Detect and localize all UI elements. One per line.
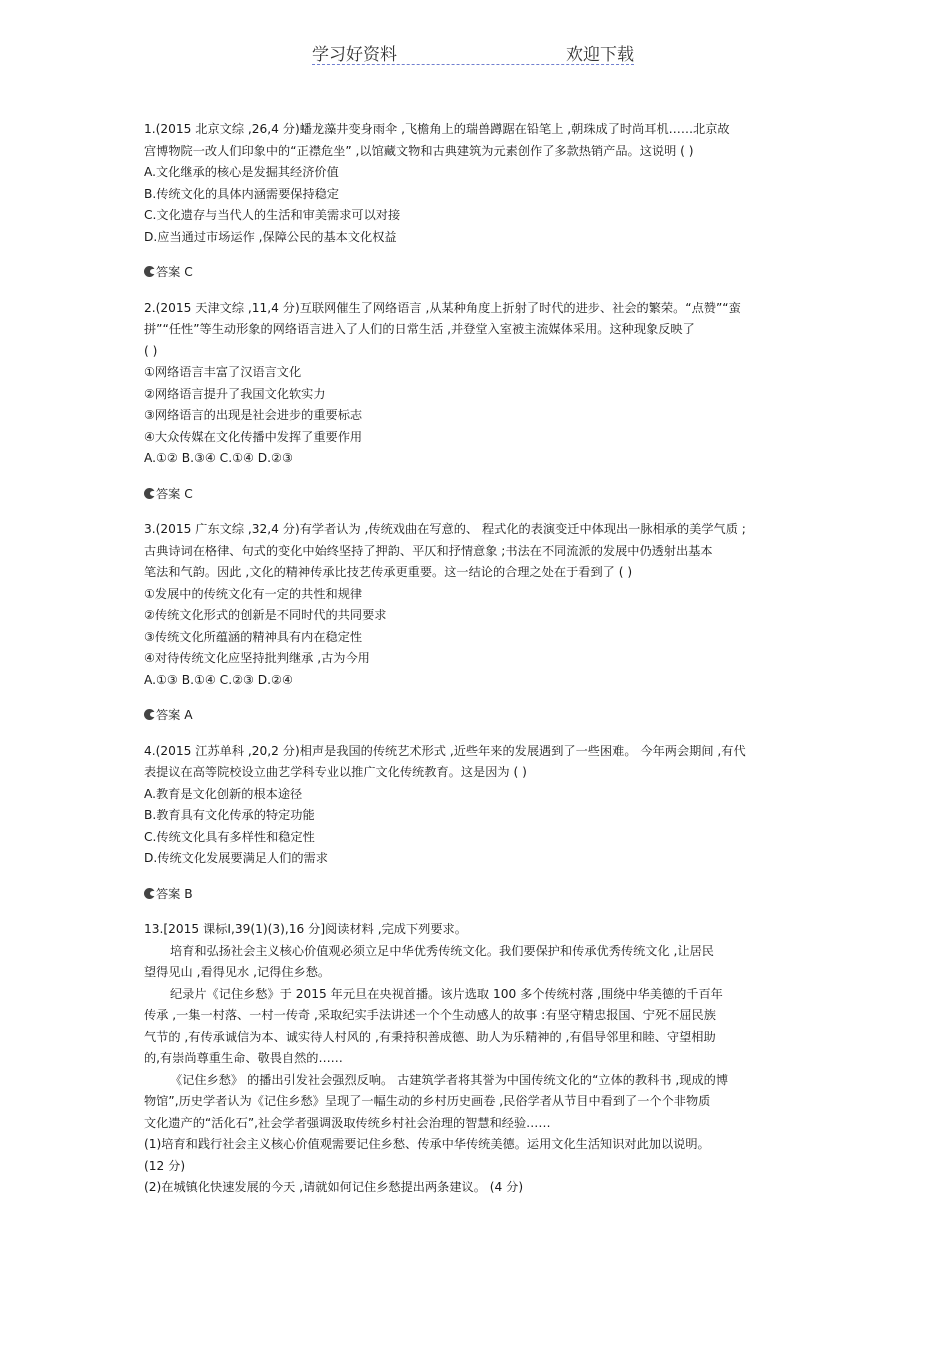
answer-value: B [184, 886, 193, 901]
answer-row [144, 262, 814, 284]
question-stem-line: 宫博物院一改人们印象中的“正襟危坐” ,以馆藏文物和古典建筑为元素创作了多款热销产品。这说明 ( ) [144, 143, 694, 158]
question-stem-line: 拼”“任性”等生动形象的网络语言进入了人们的日常生活 ,并登堂入室被主流媒体采用。这种现象反映了 [144, 322, 695, 336]
statement-3: ③网络语言的出现是社会进步的重要标志 [144, 408, 363, 422]
question-13 [144, 919, 814, 1199]
choice-options: A.①② B.③④ C.①④ D.②③ [144, 451, 293, 465]
question-stem-line: 2.(2015 天津文综 ,11,4 分)互联网催生了网络语言 ,从某种角度上折射了时代的进步、社会的繁荣。“点赞”“蛮 [144, 300, 741, 315]
statement-1: ①发展中的传统文化有一定的共性和规律 [144, 586, 363, 601]
option-a: A.文化继承的核心是发掘其经济价值 [144, 165, 339, 179]
answer-value: A [184, 708, 193, 722]
question-4 [144, 741, 814, 906]
material-paragraph-line: 物馆”,历史学者认为《记住乡愁》呈现了一幅生动的乡村历史画卷 ,民俗学者从节目中看到了一个个非物质 [144, 1094, 711, 1108]
answer-row [144, 484, 814, 506]
option-d: D.传统文化发展要满足人们的需求 [144, 851, 328, 865]
answer-row [144, 705, 814, 727]
answer-icon [144, 888, 155, 899]
requirement-1-score: (12 分) [144, 1158, 186, 1173]
choice-options: A.①③ B.①④ C.②③ D.②④ [144, 672, 293, 687]
page-header [312, 40, 634, 65]
option-c: C.文化遗存与当代人的生活和审美需求可以对接 [144, 208, 401, 222]
question-3 [144, 519, 814, 727]
statement-4: ④对待传统文化应坚持批判继承 ,古为今用 [144, 651, 370, 665]
material-paragraph-line: 培育和弘扬社会主义核心价值观必须立足中华优秀传统文化。我们要保护和传承优秀传统文化 ,让居民 [170, 943, 714, 958]
answer-value: C [184, 486, 193, 501]
statement-4: ④大众传媒在文化传播中发挥了重要作用 [144, 429, 363, 444]
option-a: A.教育是文化创新的根本途径 [144, 786, 303, 801]
question-2 [144, 298, 814, 506]
question-stem-line: 1.(2015 北京文综 ,26,4 分)蟠龙藻井变身雨伞 ,飞檐角上的瑞兽蹲踞在铅笔上 ,朝珠成了时尚耳机……北京故 [144, 122, 730, 136]
answer-icon [144, 266, 155, 277]
material-paragraph-line: 文化遗产的“活化石”,社会学者强调汲取传统乡村社会治理的智慧和经验…… [144, 1115, 551, 1130]
option-b: B.教育具有文化传承的特定功能 [144, 808, 315, 822]
answer-row [144, 884, 814, 906]
answer-label: 答案 [156, 265, 181, 279]
question-stem-line: 表提议在高等院校设立曲艺学科专业以推广文化传统教育。这是因为 ( ) [144, 765, 527, 779]
question-stem-line: 4.(2015 江苏单科 ,20,2 分)相声是我国的传统艺术形式 ,近些年来的发展遇到了一些困难。 今年两会期间 ,有代 [144, 743, 746, 758]
option-d: D.应当通过市场运作 ,保障公民的基本文化权益 [144, 229, 397, 244]
statement-2: ②传统文化形式的创新是不同时代的共同要求 [144, 608, 387, 622]
question-1 [144, 119, 814, 284]
material-paragraph-line: 《记住乡愁》 的播出引发社会强烈反响。 古建筑学者将其誉为中国传统文化的“立体的教科书 ,现成的博 [170, 1072, 729, 1087]
material-paragraph-line: 纪录片《记住乡愁》于 2015 年元旦在央视首播。该片选取 100 多个传统村落 ,围绕中华美德的千百年 [170, 986, 723, 1001]
requirement-1: (1)培育和践行社会主义核心价值观需要记住乡愁、传承中华传统美德。运用文化生活知识对此加以说明。 [144, 1137, 710, 1151]
requirement-2: (2)在城镇化快速发展的今天 ,请就如何记住乡愁提出两条建议。 (4 分) [144, 1180, 524, 1194]
material-paragraph-line: 望得见山 ,看得见水 ,记得住乡愁。 [144, 965, 331, 979]
answer-label: 答案 [156, 486, 181, 501]
material-paragraph-line: 传承 ,一集一村落、一村一传奇 ,采取纪实手法讲述一个个生动感人的故事 :有坚守精忠报国、宁死不屈民族 [144, 1008, 716, 1022]
question-stem-line: 笔法和气韵。因此 ,文化的精神传承比技艺传承更重要。这一结论的合理之处在于看到了 ( ) [144, 565, 633, 579]
question-stem-line: 3.(2015 广东文综 ,32,4 分)有学者认为 ,传统戏曲在写意的、 程式化的表演变迁中体现出一脉相承的美学气质 ; [144, 522, 746, 536]
answer-label: 答案 [156, 886, 181, 901]
document-body [144, 119, 814, 1199]
header-left-text: 学习好资料 [312, 45, 397, 65]
option-c: C.传统文化具有多样性和稳定性 [144, 829, 315, 844]
question-title: 13.[2015 课标Ⅰ,39(1)(3),16 分]阅读材料 ,完成下列要求。 [144, 922, 467, 936]
answer-icon [144, 709, 155, 720]
answer-icon [144, 488, 155, 499]
question-stem-line: 古典诗词在格律、句式的变化中始终坚持了押韵、平仄和抒情意象 ;书法在不同流派的发展中仍透射出基本 [144, 543, 713, 558]
option-b: B.传统文化的具体内涵需要保持稳定 [144, 186, 340, 201]
header-right-text: 欢迎下载 [566, 45, 634, 65]
answer-value: C [184, 265, 193, 279]
statement-3: ③传统文化所蕴涵的精神具有内在稳定性 [144, 629, 363, 644]
material-paragraph-line: 气节的 ,有传承诚信为本、诚实待人村风的 ,有秉持积善成德、助人为乐精神的 ,有倡导邻里和睦、守望相助 [144, 1029, 716, 1044]
answer-label: 答案 [156, 708, 181, 722]
material-paragraph-line: 的,有崇尚尊重生命、敬畏自然的…… [144, 1051, 343, 1065]
statement-2: ②网络语言提升了我国文化软实力 [144, 386, 326, 401]
question-stem-line: ( ) [144, 343, 158, 358]
statement-1: ①网络语言丰富了汉语言文化 [144, 365, 302, 379]
